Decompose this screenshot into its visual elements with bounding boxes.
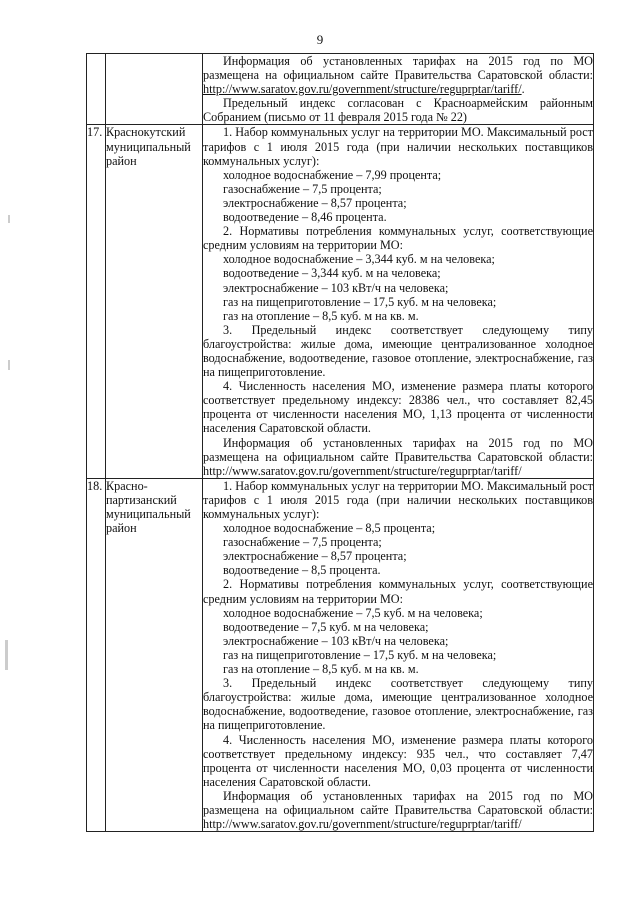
list-item: газоснабжение – 7,5 процента; (223, 181, 382, 196)
paragraph: 3. Предельный индекс соответствует следующему типу благоустройства: жилые дома, имеющие централизованное холодное водоснабжение, водоотведение, газовое отопление, электроснабжение, газ на пищеприготовление. (203, 322, 593, 380)
table-row (87, 478, 594, 831)
list-item: холодное водоснабжение – 7,99 процента; (223, 167, 442, 182)
district-name-line: партизанский (106, 492, 177, 507)
paragraph: 2. Нормативы потребления коммунальных услуг, соответствующие средним условиям на территории МО: (203, 577, 593, 606)
paragraph: Информация об установленных тарифах на 2015 год по МО размещена на официальном сайте Правительства Саратовской области: http://www.saratov.gov.ru/government/structure/reguprptar/tariff/ (203, 788, 593, 832)
paragraph: 4. Численность населения МО, изменение размера платы которого соответствует предельному индексу: 935 чел., что составляет 7,47 процента от численности населения МО, 0,03 процента от численности населения Саратовской области. (203, 732, 593, 789)
scan-mark (8, 360, 10, 370)
list-item: электроснабжение – 8,57 процента; (223, 195, 407, 210)
district-name-line: Красно- (106, 478, 148, 493)
paragraph: 4. Численность населения МО, изменение размера платы которого соответствует предельному индексу: 28386 чел., что составляет 82,45 процента от численности населения МО, 1,13 процента от численности населения Саратовской области. (203, 379, 593, 436)
table-row (87, 125, 594, 478)
list-item: водоотведение – 3,344 куб. м на человека; (223, 266, 441, 281)
list-item: водоотведение – 8,46 процента. (223, 210, 387, 225)
district-name-line: муниципальный (106, 507, 191, 521)
district-name-line: район (106, 521, 137, 536)
row-number: 18. (87, 478, 106, 831)
district-name-line: муниципальный (106, 139, 191, 154)
tariff-link[interactable]: http://www.saratov.gov.ru/government/structure/reguprptar/tariff/ (203, 82, 522, 97)
district-name-line: Краснокутский (106, 125, 186, 140)
district-details (203, 478, 594, 831)
paragraph-text: . (521, 82, 525, 97)
table-row (87, 54, 594, 125)
paragraph: Информация об установленных тарифах на 2015 год по МО размещена на официальном сайте Правительства Саратовской области: http://www.saratov.gov.ru/government/structure/reguprptar/tariff/ (203, 435, 593, 478)
page-number: 9 (316, 32, 324, 47)
list-item: холодное водоснабжение – 8,5 процента; (223, 521, 436, 536)
list-item: газ на пищеприготовление – 17,5 куб. м на человека; (223, 294, 497, 309)
list-item: холодное водоснабжение – 3,344 куб. м на человека; (223, 252, 495, 267)
district-name (106, 478, 203, 831)
paragraph: Предельный индекс согласован с Красноармейским районным Собранием (письмо от 11 февраля 2015 года № 22) (203, 96, 593, 125)
tariff-table (86, 53, 594, 832)
paragraph-text: Информация об установленных тарифах на 2015 год по МО размещена на официальном сайте Правительства Саратовской области: (203, 54, 593, 83)
tariff-table-body (87, 54, 594, 832)
district-details (203, 125, 594, 478)
list-item: водоотведение – 8,5 процента. (223, 563, 381, 578)
list-item: газ на отопление – 8,5 куб. м на кв. м. (223, 308, 419, 323)
list-item: электроснабжение – 103 кВт/ч на человека; (223, 280, 449, 295)
list-item: газоснабжение – 7,5 процента; (223, 535, 382, 550)
row-number: 17. (87, 125, 106, 478)
paragraph: 3. Предельный индекс соответствует следующему типу благоустройства: жилые дома, имеющие централизованное холодное водоснабжение, водоотведение, газовое отопление, электроснабжение, газ на пищеприготовление. (203, 676, 593, 733)
list-item: водоотведение – 7,5 куб. м на человека; (223, 619, 429, 634)
paragraph (203, 54, 593, 96)
list-item: электроснабжение – 8,57 процента; (223, 549, 407, 564)
list-item: газ на пищеприготовление – 17,5 куб. м на человека; (223, 647, 497, 662)
district-name-line: район (106, 153, 137, 168)
paragraph: 1. Набор коммунальных услуг на территории МО. Максимальный рост тарифов с 1 июля 2015 года (при наличии нескольких поставщиков коммунальных услуг): (203, 478, 593, 521)
district-name (106, 54, 203, 125)
paragraph: 1. Набор коммунальных услуг на территории МО. Максимальный рост тарифов с 1 июля 2015 года (при наличии нескольких поставщиков коммунальных услуг): (203, 125, 593, 168)
scan-mark (8, 215, 10, 223)
list-item: электроснабжение – 103 кВт/ч на человека; (223, 633, 449, 648)
district-details (203, 54, 594, 125)
list-item: газ на отопление – 8,5 куб. м на кв. м. (223, 662, 419, 677)
paragraph: 2. Нормативы потребления коммунальных услуг, соответствующие средним условиям на территории МО: (203, 224, 593, 253)
district-name (106, 125, 203, 478)
scan-mark (5, 640, 8, 670)
row-number (87, 54, 106, 125)
list-item: холодное водоснабжение – 7,5 куб. м на человека; (223, 605, 483, 620)
